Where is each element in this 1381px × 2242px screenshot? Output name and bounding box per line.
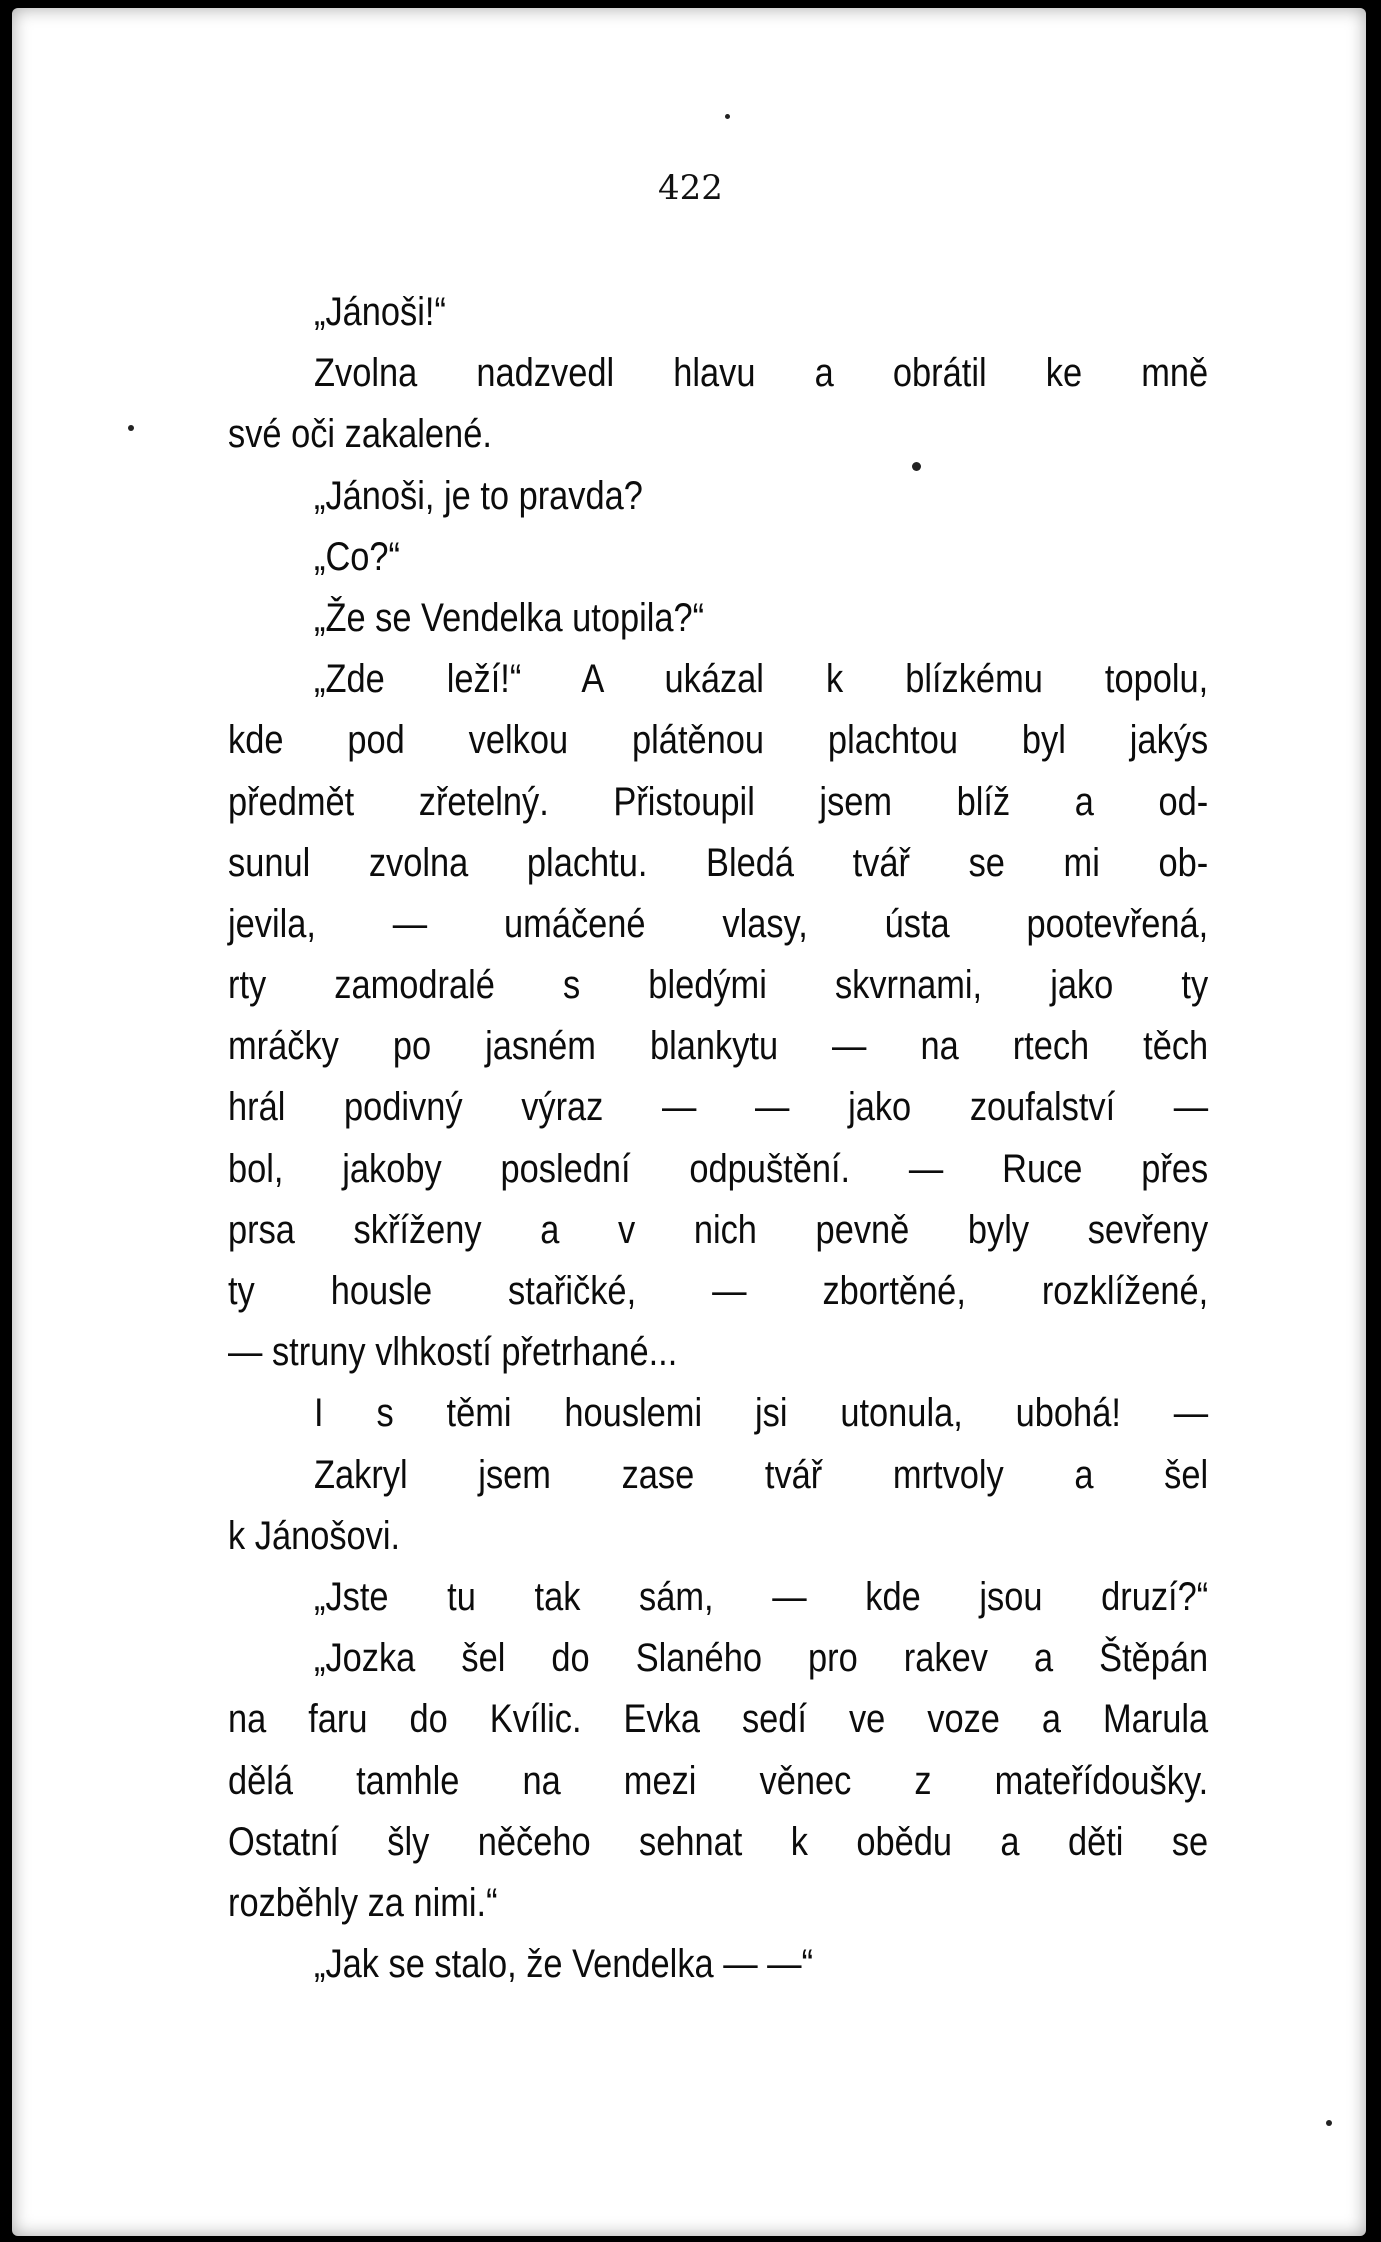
- ink-speck: [1326, 2120, 1332, 2126]
- text-line: kde pod velkou plátěnou plachtou byl jakýs: [228, 718, 1209, 763]
- text-line: „Jak se stalo, že Vendelka — —“: [314, 1942, 814, 1987]
- text-line: „Jozka šel do Slaného pro rakev a Štěpán: [314, 1636, 1209, 1681]
- text-line: k Jánošovi.: [228, 1513, 401, 1558]
- text-line: dělá tamhle na mezi věnec z mateřídoušky.: [228, 1758, 1209, 1803]
- text-line: rty zamodralé s bledými skvrnami, jako ty: [228, 963, 1209, 1008]
- ink-speck: [128, 425, 134, 431]
- body-text: [228, 282, 1208, 1995]
- text-line: I s těmi houslemi jsi utonula, ubohá! —: [314, 1391, 1209, 1436]
- ink-speck: [725, 114, 730, 119]
- text-line: — struny vlhkostí přetrhané...: [228, 1330, 678, 1375]
- text-line: na faru do Kvílic. Evka sedí ve voze a Marula: [228, 1697, 1209, 1742]
- text-line: hrál podivný výraz — — jako zoufalství —: [228, 1085, 1209, 1130]
- text-line: Zvolna nadzvedl hlavu a obrátil ke mně: [314, 351, 1209, 396]
- text-line: rozběhly za nimi.“: [228, 1880, 498, 1925]
- text-line: své oči zakalené.: [228, 412, 492, 457]
- page-number: 422: [658, 168, 723, 208]
- text-line: sunul zvolna plachtu. Bledá tvář se mi ob-: [228, 840, 1209, 885]
- text-line: bol, jakoby poslední odpuštění. — Ruce přes: [228, 1146, 1209, 1191]
- text-line: Zakryl jsem zase tvář mrtvoly a šel: [314, 1452, 1209, 1497]
- text-line: prsa skříženy a v nich pevně byly sevřeny: [228, 1207, 1209, 1252]
- text-line: mráčky po jasném blankytu — na rtech těch: [228, 1024, 1209, 1069]
- text-line: „Jánoši, je to pravda?: [314, 473, 643, 518]
- text-line: jevila, — umáčené vlasy, ústa pootevřená,: [228, 901, 1209, 946]
- text-line: „Co?“: [314, 534, 401, 579]
- text-line: „Zde leží!“ A ukázal k blízkému topolu,: [314, 657, 1209, 702]
- text-line: Ostatní šly něčeho sehnat k obědu a děti se: [228, 1819, 1209, 1864]
- text-line: předmět zřetelný. Přistoupil jsem blíž a od-: [228, 779, 1209, 824]
- text-line: „Jánoši!“: [314, 290, 446, 334]
- text-line: „Že se Vendelka utopila?“: [314, 595, 705, 640]
- text-line: ty housle stařičké, — zbortěné, rozklížené,: [228, 1269, 1209, 1313]
- text-line: „Jste tu tak sám, — kde jsou druzí?“: [314, 1574, 1209, 1619]
